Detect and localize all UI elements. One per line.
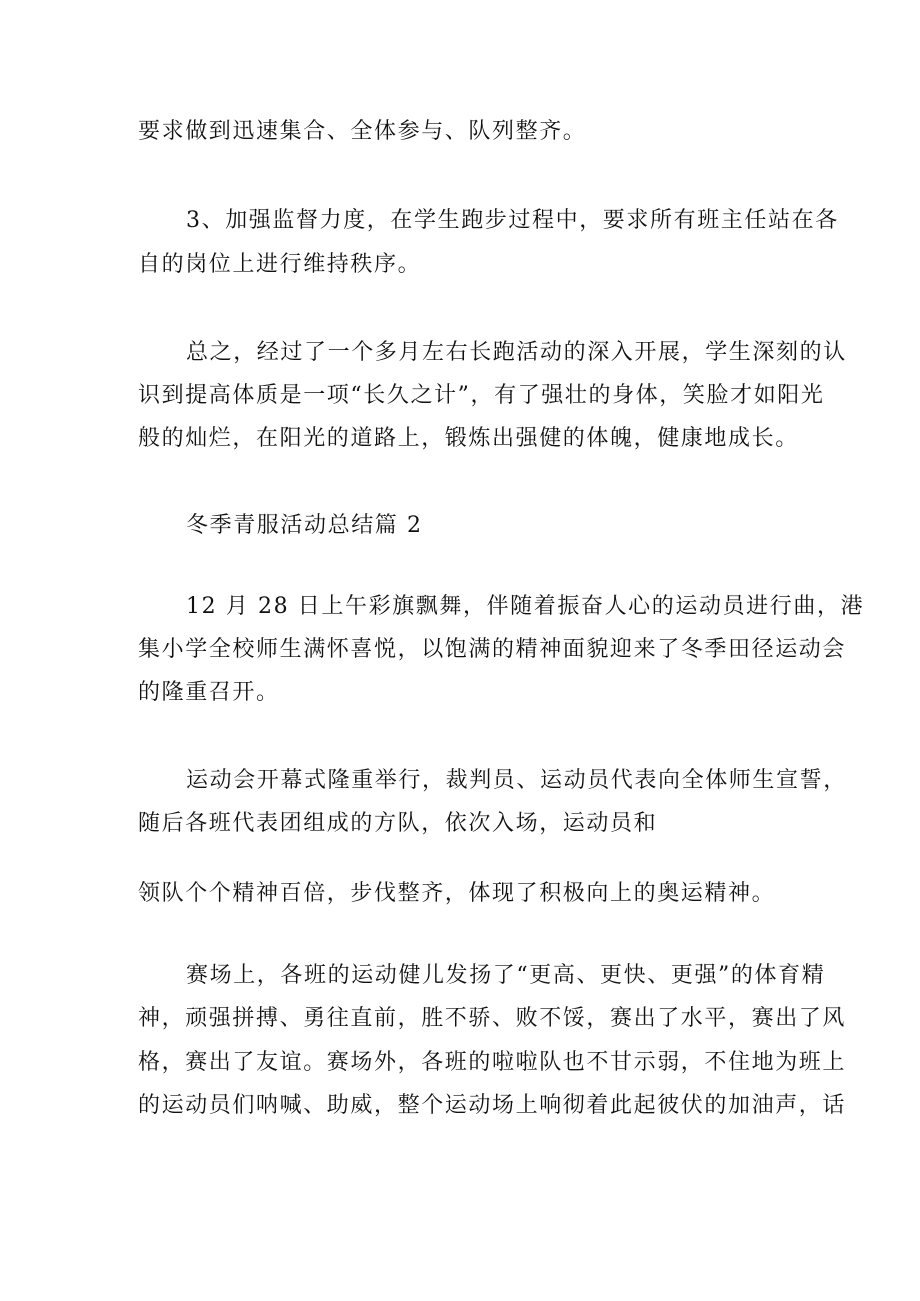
text-line: 格，赛出了友谊。赛场外，各班的啦啦队也不甘示弱，不住地为班上 xyxy=(138,1050,847,1075)
text-line: 般的灿烂，在阳光的道路上，锻炼出强健的体魄，健康地成长。 xyxy=(138,426,799,451)
text-line: 集小学全校师生满怀喜悦，以饱满的精神面貌迎来了冬季田径运动会 xyxy=(138,637,847,662)
text-line: 赛场上，各班的运动健儿发扬了“更高、更快、更强”的体育精 xyxy=(186,963,826,988)
text-line: 识到提高体质是一项“长久之计”，有了强壮的身体，笑脸才如阳光 xyxy=(138,383,825,408)
section-heading: 冬季青服活动总结篇 2 xyxy=(186,513,423,538)
text-line: 神，顽强拼搏、勇往直前，胜不骄、败不馁，赛出了水平，赛出了风 xyxy=(138,1006,847,1031)
text-line: 要求做到迅速集合、全体参与、队列整齐。 xyxy=(138,119,587,144)
text-line: 总之，经过了一个多月左右长跑活动的深入开展，学生深刻的认 xyxy=(186,340,847,365)
text-line: 的运动员们呐喊、助威，整个运动场上响彻着此起彼伏的加油声，话 xyxy=(138,1093,847,1118)
text-line: 随后各班代表团组成的方队，依次入场，运动员和 xyxy=(138,811,658,836)
text-line: 3、加强监督力度，在学生跑步过程中，要求所有班主任站在各 xyxy=(186,208,839,233)
text-line: 的隆重召开。 xyxy=(138,680,280,705)
text-line: 自的岗位上进行维持秩序。 xyxy=(138,252,422,277)
text-line: 领队个个精神百倍，步伐整齐，体现了积极向上的奥运精神。 xyxy=(138,881,776,906)
text-line: 12 月 28 日上午彩旗飘舞，伴随着振奋人心的运动员进行曲，港 xyxy=(186,594,865,619)
text-line: 运动会开幕式隆重举行，裁判员、运动员代表向全体师生宣誓， xyxy=(186,768,847,793)
